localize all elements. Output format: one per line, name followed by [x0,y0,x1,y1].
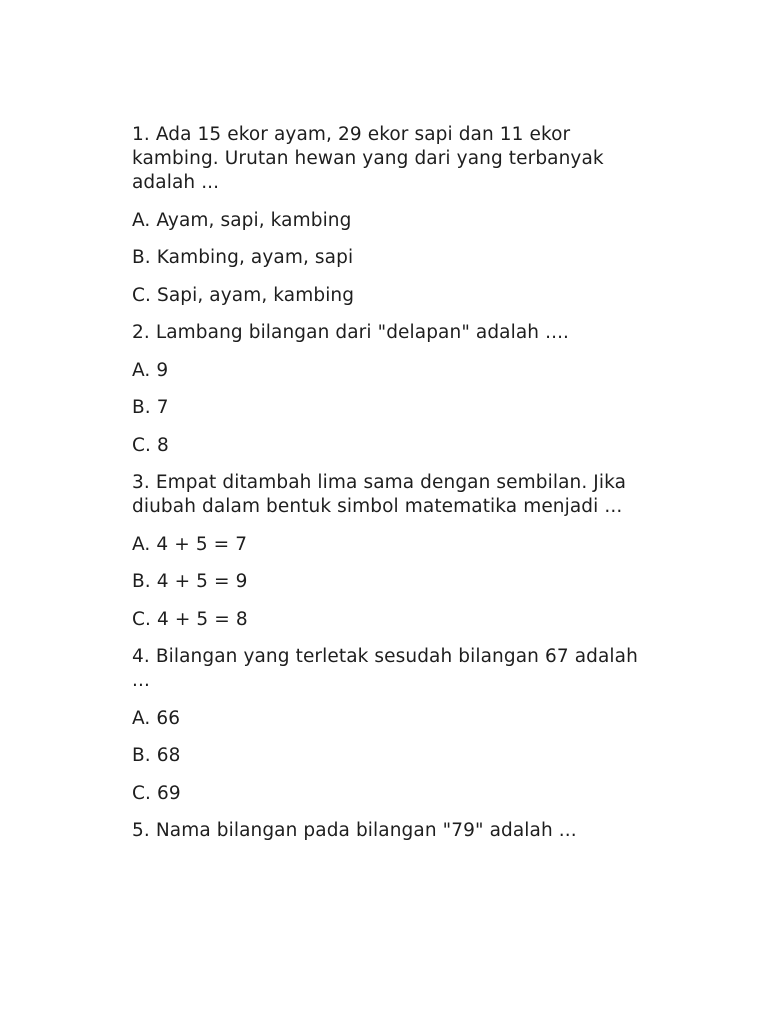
option-b: B. 7 [132,397,169,418]
question-text: 2. Lambang bilangan dari "delapan" adalah .... [132,322,570,343]
question-5 [132,819,642,843]
option-c: C. 69 [132,782,181,804]
question-text: 3. Empat ditambah lima sama dengan sembilan. Jika diubah dalam bentuk simbol matematika menjadi ... [132,472,627,517]
option-c: C. Sapi, ayam, kambing [132,284,355,306]
option-a: A. 66 [132,707,181,729]
option-a: A. Ayam, sapi, kambing [132,209,352,231]
question-2 [132,321,642,458]
option-c: C. 8 [132,434,169,456]
question-text: 5. Nama bilangan pada bilangan "79" adalah ... [132,820,577,841]
option-a: A. 4 + 5 = 7 [132,533,248,555]
option-a: A. 9 [132,359,169,381]
question-3 [132,471,642,632]
option-c: C. 4 + 5 = 8 [132,608,248,630]
option-b: B. 68 [132,745,181,766]
option-b: B. Kambing, ayam, sapi [132,247,354,268]
question-text: 1. Ada 15 ekor ayam, 29 ekor sapi dan 11 ekor kambing. Urutan hewan yang dari yang terbanyak adalah ... [132,124,604,193]
question-4 [132,645,642,806]
question-text: 4. Bilangan yang terletak sesudah bilangan 67 adalah ... [132,646,638,691]
question-1 [132,123,642,308]
option-b: B. 4 + 5 = 9 [132,571,248,592]
document-page [132,123,642,857]
